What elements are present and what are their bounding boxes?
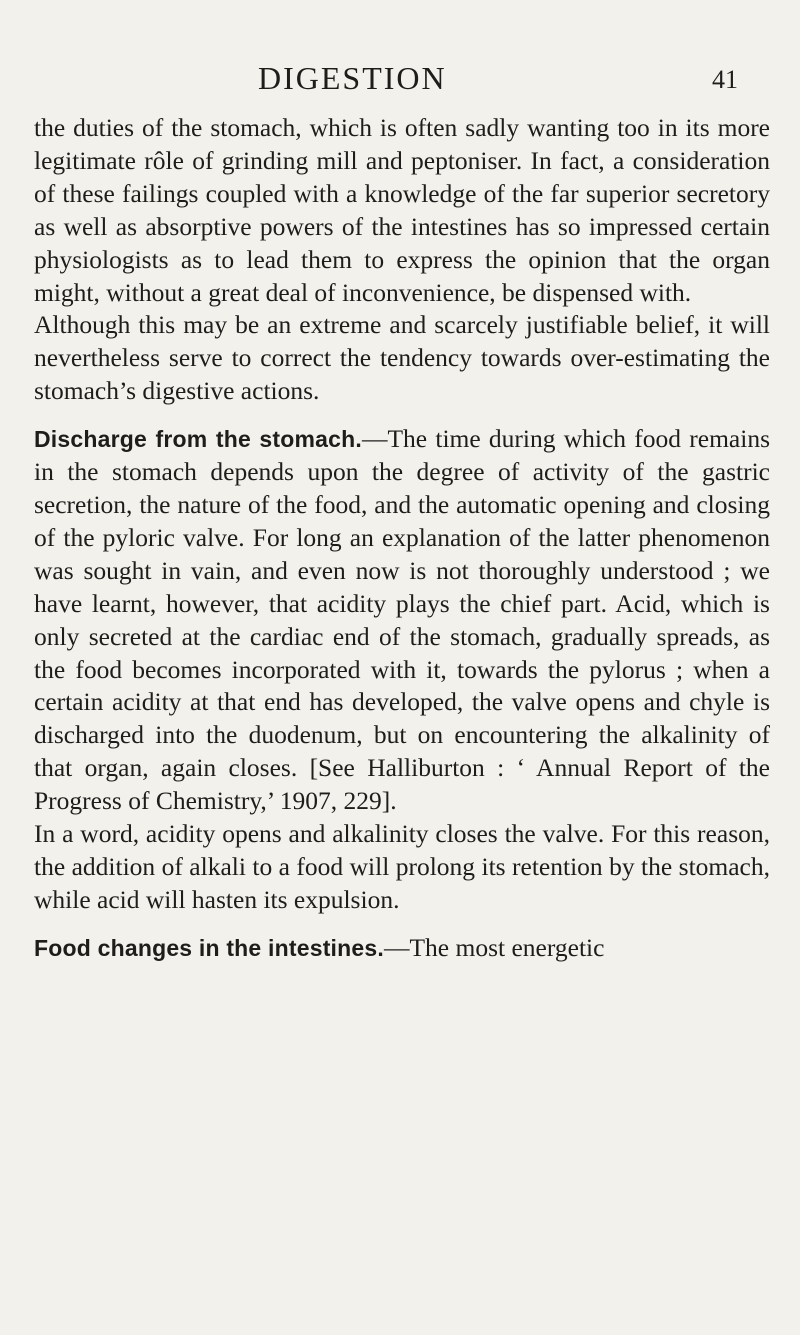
section-text-discharge: —The time during which food remains in the stomach depends upon the degree of activity of the gastric secretion, the nature of the food, and the automatic opening and closing of the pyloric valve. For long an explanation of the latter phenomenon was sought in vain, and even now is not thoroughly understood ; we have learnt, however, that acidity plays the chief part. Acid, which is only secreted at the cardiac end of the stomach, gradually spreads, as the food becomes incorporated with it, towards the pylorus ; when a certain acidity at that end has developed, the valve opens and chyle is discharged into the duodenum, but on encountering the alkalinity of that organ, again closes. [See Halliburton : ‘ Annual Report of the Progress of Chemistry,’ 1907, 229]. [34,424,770,816]
body-text [34,112,770,965]
section-heading-discharge: Discharge from the stomach. [34,426,362,453]
paragraph-stomach-duties: the duties of the stomach, which is often sadly wanting too in its more legitimate rôle of grinding mill and peptoniser. In fact, a consideration of these failings coupled with a knowledge of the far superior secretory as well as absorptive powers of the intestines has so impressed certain physiologists as to lead them to express the opinion that the organ might, without a great deal of inconvenience, be dispensed with. [34,113,770,307]
running-head [0,58,800,98]
paragraph-extreme-belief: Although this may be an extreme and scarcely justifiable belief, it will nevertheless serve to correct the tendency towards over-estimating the stomach’s digestive actions. [34,310,770,406]
section-text-intestines: —The most energetic [383,932,605,962]
page-number: 41 [712,65,738,94]
section-heading-intestines: Food changes in the intestines. [34,934,384,961]
running-title: DIGESTION [258,60,447,96]
paragraph-food-changes [34,932,770,965]
paragraph-discharge-from-stomach [34,423,770,818]
paragraph-acidity-alkalinity: In a word, acidity opens and alkalinity closes the valve. For this reason, the addition of alkali to a food will prolong its retention by the stomach, while acid will hasten its expulsion. [34,819,770,914]
